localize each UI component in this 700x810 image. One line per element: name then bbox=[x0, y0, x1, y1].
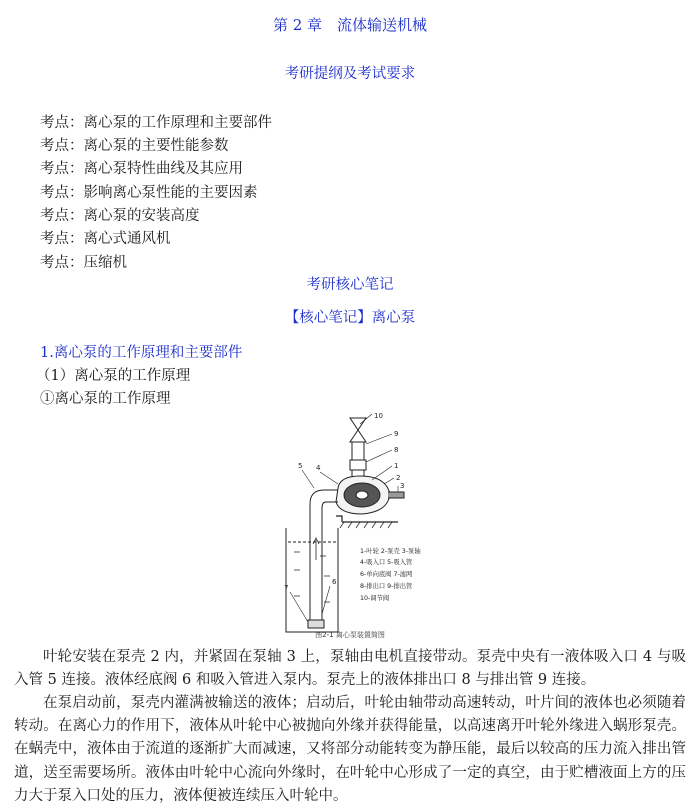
exam-point-prefix: 考点： bbox=[40, 208, 84, 224]
label-2: 2 bbox=[396, 474, 401, 482]
label-9: 9 bbox=[394, 430, 399, 438]
exam-point-item bbox=[40, 134, 229, 155]
subheading-1: 1.离心泵的工作原理和主要部件 bbox=[40, 345, 243, 361]
notes-tag: 【核心笔记】离心泵 bbox=[284, 310, 416, 326]
subheading-2: （1）离心泵的工作原理 bbox=[36, 368, 191, 384]
legend-line-4: 8-排出口 9-排出管 bbox=[360, 583, 413, 590]
paragraph-1: 叶轮安装在泵壳 2 内，并紧固在泵轴 3 上，泵轴由电机直接带动。泵壳中央有一液体吸入口 4 与吸入管 5 连接。液体经底阀 6 和吸入管进入泵内。泵壳上的液体排出口 8 与排出管 9 连接。 bbox=[14, 649, 686, 689]
legend-line-5: 10-调节阀 bbox=[360, 595, 390, 602]
pump-diagram bbox=[280, 410, 440, 642]
label-8: 8 bbox=[394, 446, 399, 454]
exam-point-text: 影响离心泵性能的主要因素 bbox=[83, 185, 258, 201]
syllabus-heading: 考研提纲及考试要求 bbox=[284, 66, 416, 82]
label-6: 6 bbox=[332, 578, 337, 586]
valve-bottom-shape bbox=[350, 430, 366, 442]
notes-heading: 考研核心笔记 bbox=[306, 277, 394, 293]
exam-point-prefix: 考点： bbox=[40, 115, 84, 131]
legend-line-2: 4-吸入口 5-吸入管 bbox=[360, 559, 413, 566]
exam-point-prefix: 考点： bbox=[40, 185, 84, 201]
exam-point-text: 离心泵特性曲线及其应用 bbox=[83, 161, 243, 177]
exam-point-text: 离心泵的工作原理和主要部件 bbox=[83, 115, 272, 131]
suction-pipe bbox=[310, 490, 338, 620]
valve-top-shape bbox=[350, 418, 366, 430]
subheading-3: ①离心泵的工作原理 bbox=[40, 391, 171, 407]
legend-line-3: 6-单向底阀 7-滤网 bbox=[360, 571, 413, 578]
shaft bbox=[388, 492, 404, 498]
exam-point-item bbox=[40, 111, 272, 132]
exam-point-item bbox=[40, 227, 171, 248]
label-1: 1 bbox=[394, 462, 399, 470]
exam-point-prefix: 考点： bbox=[40, 161, 84, 177]
label-10: 10 bbox=[374, 412, 383, 420]
discharge-flange bbox=[350, 460, 366, 470]
discharge-pipe bbox=[352, 442, 364, 460]
exam-point-prefix: 考点： bbox=[40, 231, 84, 247]
exam-point-item bbox=[40, 251, 127, 272]
figure-caption: 图2-1 离心泵装置简图 bbox=[315, 631, 385, 639]
exam-point-text: 压缩机 bbox=[83, 255, 127, 271]
label-7: 7 bbox=[284, 584, 289, 592]
label-3: 3 bbox=[400, 482, 405, 490]
tank bbox=[286, 528, 338, 632]
exam-point-text: 离心式通风机 bbox=[83, 231, 171, 247]
legend-line-1: 1-叶轮 2-泵壳 3-泵轴 bbox=[360, 548, 421, 555]
exam-point-item bbox=[40, 157, 243, 178]
exam-point-text: 离心泵的主要性能参数 bbox=[83, 138, 229, 154]
exam-point-prefix: 考点： bbox=[40, 255, 84, 271]
paragraph-2: 在泵启动前，泵壳内灌满被输送的液体；启动后，叶轮由轴带动高速转动，叶片间的液体也必须随着转动。在离心力的作用下，液体从叶轮中心被抛向外缘并获得能量，以高速离开叶轮外缘进入蜗形泵壳。在蜗壳中，液体由于流道的逐渐扩大而减速，又将部分动能转变为静压能，最后以较高的压力流入排出管道，送至需要场所。液体由叶轮中心流向外缘时，在叶轮中心形成了一定的真空，由于贮槽液面上方的压力大于泵入口处的压力，液体便被连续压入叶轮中。 bbox=[14, 695, 686, 804]
exam-point-prefix: 考点： bbox=[40, 138, 84, 154]
chapter-title: 第 2 章 流体输送机械 bbox=[272, 16, 428, 34]
exam-point-text: 离心泵的安装高度 bbox=[83, 208, 200, 224]
label-4: 4 bbox=[316, 464, 321, 472]
strainer bbox=[308, 620, 324, 628]
label-5: 5 bbox=[298, 462, 303, 470]
exam-point-item bbox=[40, 204, 200, 225]
exam-point-item bbox=[40, 181, 258, 202]
